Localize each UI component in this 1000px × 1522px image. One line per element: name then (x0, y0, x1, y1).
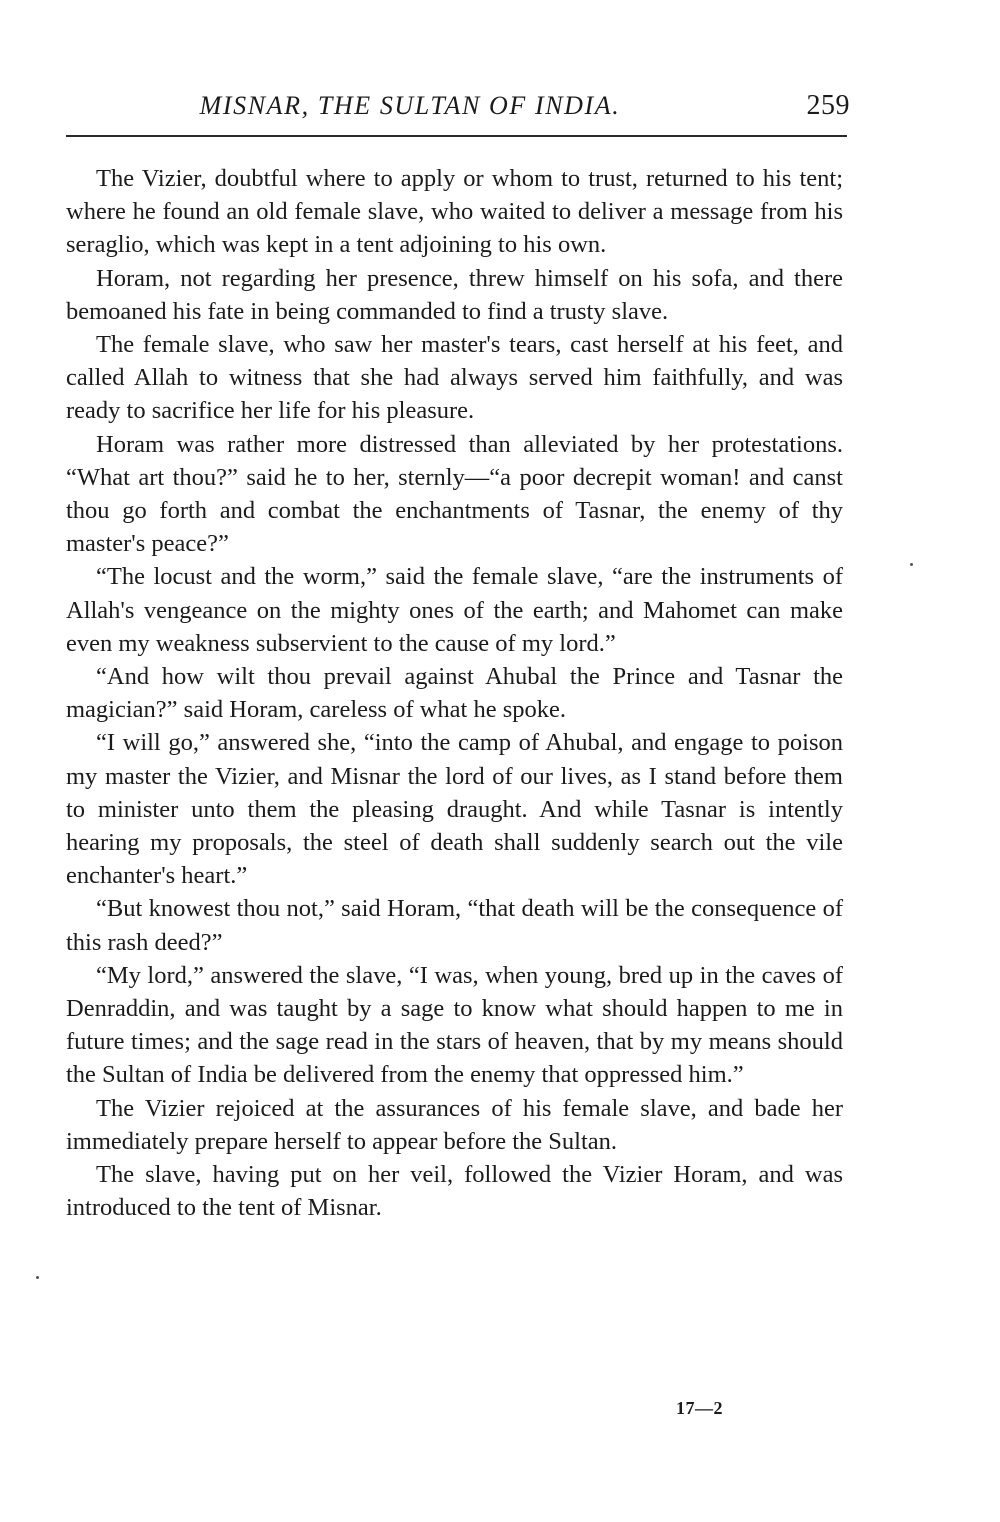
paragraph: The Vizier, doubtful where to apply or whom to trust, returned to his tent; where he found an old female slave, who waited to deliver a message from his seraglio, which was kept in a tent adjoining to his own. (66, 165, 843, 259)
paper-speck (36, 1276, 39, 1279)
paragraph: “My lord,” answered the slave, “I was, when young, bred up in the caves of Denraddin, and was taught by a sage to know what should happen to me in future times; and the sage read in the stars of heaven, that by my means should the Sultan of India be delivered from the enemy that oppressed him.” (66, 961, 843, 1089)
paragraph: “But knowest thou not,” said Horam, “that death will be the consequence of this rash deed?” (66, 895, 843, 956)
paragraph: The slave, having put on her veil, followed the Vizier Horam, and was introduced to the tent of Misnar. (66, 1161, 843, 1222)
paragraph: “The locust and the worm,” said the female slave, “are the instruments of Allah's vengeance on the mighty ones of the earth; and Mahomet can make even my weakness subservient to the cause of my lord.” (66, 563, 843, 657)
running-title: MISNAR, THE SULTAN OF INDIA. (199, 91, 621, 120)
body-text (66, 162, 843, 1225)
paper-speck (910, 563, 913, 566)
signature-mark: 17—2 (676, 1398, 723, 1418)
header-rule (66, 135, 847, 137)
paragraph: Horam was rather more distressed than alleviated by her protestations. “What art thou?” said he to her, sternly—“a poor decrepit woman! and canst thou go forth and combat the enchantments of Tasnar, the enemy of thy master's peace?” (66, 430, 843, 558)
paragraph: “And how wilt thou prevail against Ahubal the Prince and Tasnar the magician?” said Horam, careless of what he spoke. (66, 663, 843, 724)
paragraph: Horam, not regarding her presence, threw himself on his sofa, and there bemoaned his fate in being commanded to find a trusty slave. (66, 264, 843, 325)
page-number: 259 (806, 90, 850, 121)
running-head (60, 88, 850, 128)
paragraph: The female slave, who saw her master's tears, cast herself at his feet, and called Allah to witness that she had always served him faithfully, and was ready to sacrifice her life for his pleasure. (66, 331, 843, 425)
paragraph: “I will go,” answered she, “into the camp of Ahubal, and engage to poison my master the Vizier, and Misnar the lord of our lives, as I stand before them to minister unto them the pleasing draught. And while Tasnar is intently hearing my proposals, the steel of death shall suddenly search out the vile enchanter's heart.” (66, 729, 843, 890)
paragraph: The Vizier rejoiced at the assurances of his female slave, and bade her immediately prepare herself to appear before the Sultan. (66, 1094, 843, 1155)
